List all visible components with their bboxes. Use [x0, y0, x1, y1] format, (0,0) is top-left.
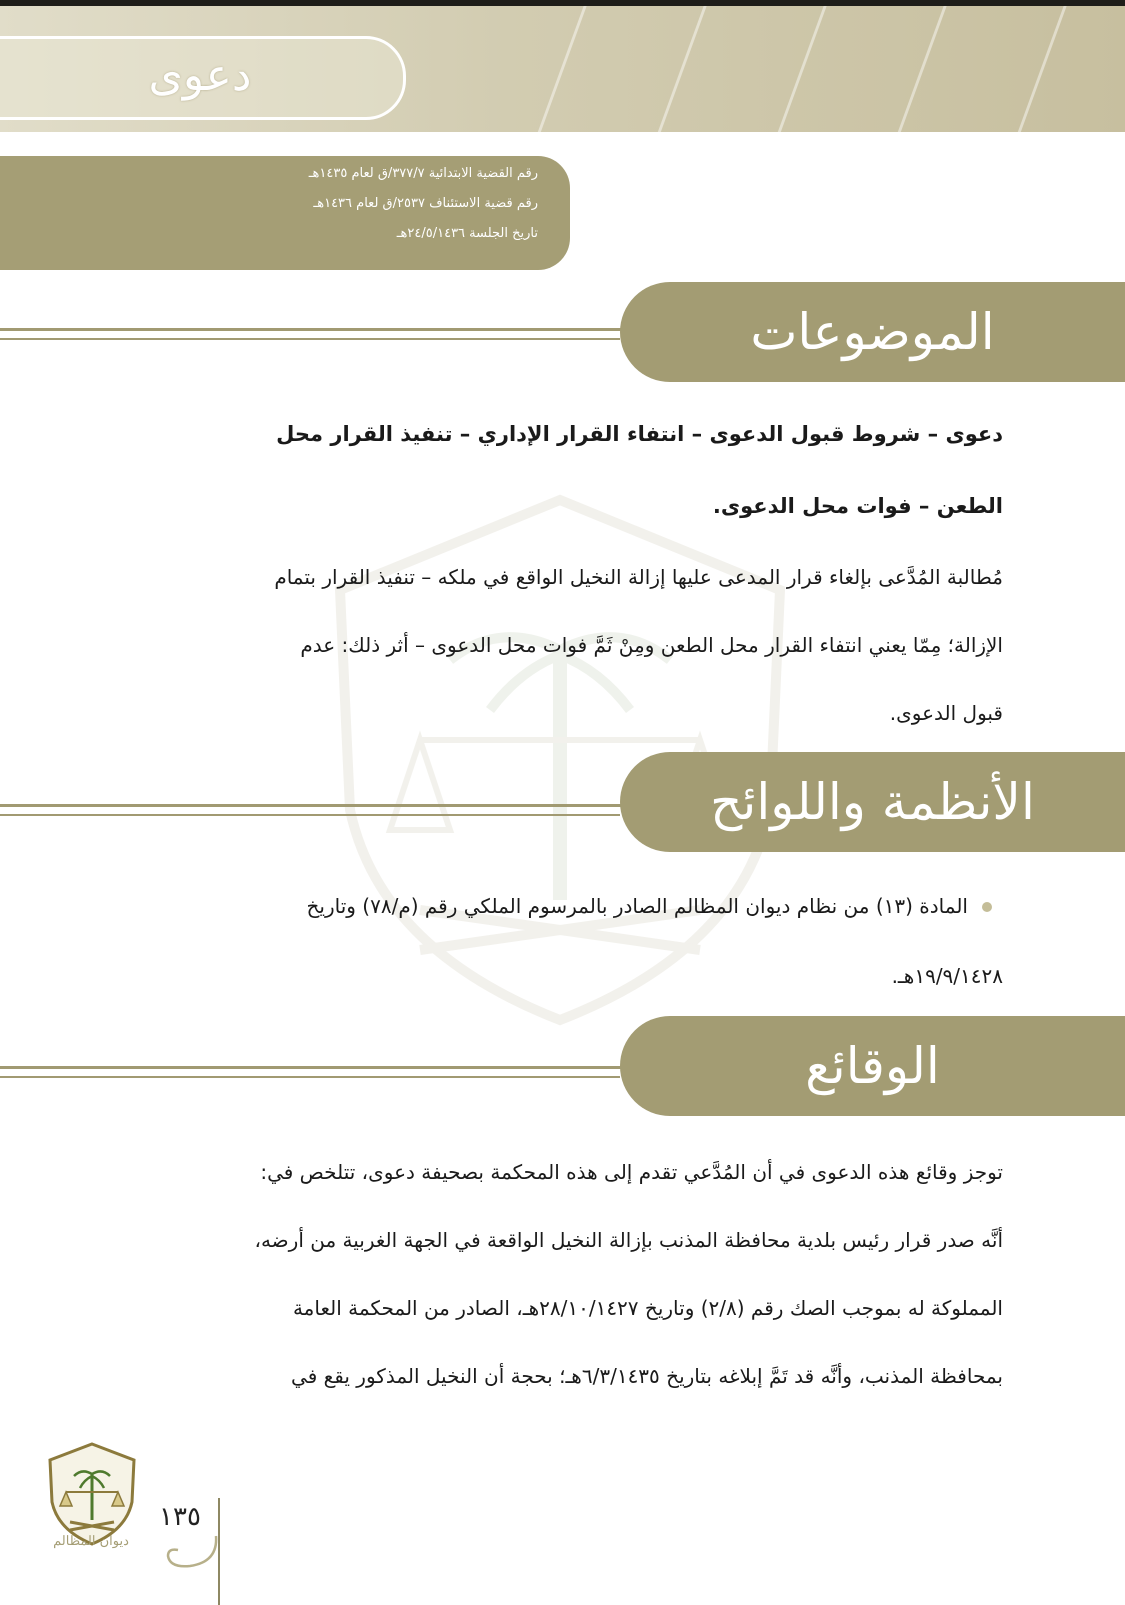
header-decoration [653, 6, 781, 132]
regulation-item-line2: ١٩/٩/١٤٢٨هـ. [891, 964, 1003, 988]
facts-heading-tab [620, 1016, 1125, 1116]
topics-keywords-line1: دعوى – شروط قبول الدعوى – انتفاء القرار الإداري – تنفيذ القرار محل [276, 422, 1003, 446]
facts-line4: بمحافظة المذنب، وأنَّه قد تَمَّ إبلاغه بتاريخ ٦/٣/١٤٣٥هـ؛ بحجة أن النخيل المذكور يقع في [291, 1364, 1003, 1388]
header-decoration [1013, 6, 1125, 132]
topics-summary-line3: قبول الدعوى. [889, 701, 1003, 725]
emblem-caption: ديوان المظالم [53, 1534, 129, 1549]
page-number-divider [218, 1498, 220, 1605]
facts-line1: توجز وقائع هذه الدعوى في أن المُدَّعي تقدم إلى هذه المحكمة بصحيفة دعوى، تتلخص في: [260, 1160, 1003, 1184]
primary-case-number: رقم القضية الابتدائية ٣٧٧/٧/ق لعام ١٤٣٥هـ [308, 166, 538, 181]
regulations-heading-tab [620, 752, 1125, 852]
session-date: تاريخ الجلسة ٢٤/٥/١٤٣٦هـ [396, 226, 538, 241]
topics-summary-line2: الإزالة؛ مِمّا يعني انتفاء القرار محل الطعن ومِنْ ثَمَّ فوات محل الدعوى – أثر ذلك: عدم [300, 633, 1003, 657]
facts-line2: أنَّه صدر قرار رئيس بلدية محافظة المذنب بإزالة النخيل الواقعة في الجهة الغربية من أرضه، [254, 1228, 1003, 1252]
header-decoration [893, 6, 1021, 132]
page-title: دعوى [148, 50, 252, 101]
section-rule [0, 814, 620, 816]
header-decoration [533, 6, 661, 132]
facts-heading: الوقائع [805, 1037, 940, 1095]
facts-line3: المملوكة له بموجب الصك رقم (٢/٨) وتاريخ ٢٨/١٠/١٤٢٧هـ، الصادر من المحكمة العامة [292, 1296, 1003, 1320]
regulation-item-line1: المادة (١٣) من نظام ديوان المظالم الصادر بالمرسوم الملكي رقم (م/٧٨) وتاريخ [306, 894, 968, 918]
section-rule [0, 328, 700, 331]
section-rule [0, 1066, 700, 1069]
appeal-case-number: رقم قضية الاستئناف ٢٥٣٧/ق لعام ١٤٣٦هـ [313, 196, 538, 211]
section-rule [0, 1076, 620, 1078]
section-rule [0, 804, 700, 807]
page-number: ١٣٥ [159, 1502, 201, 1532]
section-rule [0, 338, 620, 340]
regulations-heading: الأنظمة واللوائح [710, 773, 1035, 831]
topics-heading: الموضوعات [750, 303, 995, 361]
bullet-icon [982, 902, 992, 912]
topics-summary-line1: مُطالبة المُدَّعى بإلغاء قرار المدعى عليها إزالة النخيل الواقع في ملكه – تنفيذ القرار بتمام [274, 565, 1003, 589]
case-info-box [0, 156, 570, 270]
topics-keywords-line2: الطعن – فوات محل الدعوى. [712, 494, 1003, 518]
header-decoration [773, 6, 901, 132]
footer-ornament [160, 1532, 220, 1572]
topics-heading-tab [620, 282, 1125, 382]
